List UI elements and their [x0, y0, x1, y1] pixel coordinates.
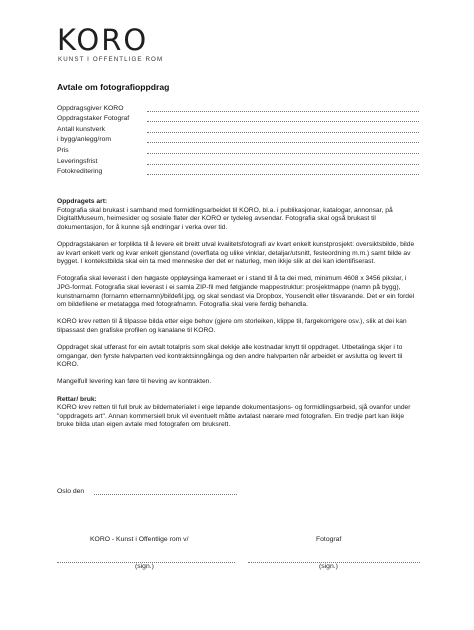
- field-fill-line[interactable]: [147, 157, 419, 165]
- field-label: i bygg/anlegg/rom: [57, 136, 112, 144]
- party-koro: KORO - Kunst i Offentlige rom v/: [90, 536, 189, 543]
- paragraph: Fotografia skal leverast i den høgaste oppløysinga kameraet er i stand til å ta dei med, minimum 4608 x 3456 pikslar, i JPG-format. Fotografia skal leverast i ei samla ZIP-fil med følgjande mappestruktur: prosjektmappe (namn på bygg), kunstnarnamn (fornamn etternamn)/bildefil.jpg, og skal sendast via Dropbox, Yousendit eller tilsvarande. Det er ein fordel om bildefilene er metatagga med fotografnamn. Fotografia skal vere ferdig behandla.: [57, 275, 415, 309]
- section-heading-rights: Rettar/ bruk:: [57, 395, 97, 403]
- place-label: Oslo den: [57, 488, 85, 495]
- field-fill-line[interactable]: [147, 167, 419, 175]
- field-photographer: [57, 112, 419, 123]
- place-date-line: [57, 487, 237, 495]
- contract-body: [57, 198, 419, 439]
- paragraph: Fotografia skal brukast i samband med formidlingsarbeidet til KORO, bl.a. i publikasjonar, katalogar, annonsar, på DigitaltMuseum, heimesider og sosiale flater der KORO er tydeleg avsendar. Fotografia skal også brukast til dokumentasjon, for å kunne sjå endringar i verka over tid.: [57, 206, 393, 231]
- field-label: Oppdragstaker Fotograf: [57, 115, 130, 123]
- field-label: Leveringsfrist: [57, 157, 98, 165]
- field-fill-line[interactable]: [147, 114, 419, 122]
- field-building: [57, 133, 419, 144]
- field-label: Fotokreditering: [57, 168, 103, 176]
- field-fill-line[interactable]: [147, 104, 419, 112]
- paragraph: Oppdragstakaren er forplikta til å levere eit breitt utval kvalitetsfotografi av kvart enkelt kunstprosjekt: oversiktsbilde, bilde av kvart enkelt verk og kvar enkelt gjenstand (overflata og ulike vinklar, detaljar/utsnitt, festeordning m.m.) samt bilde av bygget. I kontekstbilda skal ein ta med menneske der det er naturleg, men ikkje slik at dei kan identifiserast.: [57, 240, 415, 266]
- field-fill-line[interactable]: [147, 135, 419, 143]
- paragraph: KORO krev retten til å tilpasse bilda etter eige behov (gjere om storleiken, klippe til, fargekorrigere osv.), slik at dei kan tilpassast den grafiske profilen og kanalane til KORO.: [57, 318, 407, 334]
- date-fill-line[interactable]: [94, 487, 237, 495]
- party-photographer: Fotograf: [316, 536, 342, 543]
- logo-subtitle: KUNST I OFFENTLIGE ROM: [58, 56, 164, 63]
- field-label: Antall kunstverk: [57, 125, 105, 133]
- contract-fields: [57, 101, 419, 175]
- document-title: Avtale om fotografioppdrag: [57, 82, 170, 92]
- field-fill-line[interactable]: [147, 146, 419, 154]
- field-price: [57, 143, 419, 154]
- paragraph: Mangelfull levering kan føre til heving av kontrakten.: [57, 378, 212, 386]
- sign-label-koro: (sign.): [135, 563, 154, 570]
- section-heading-art: Oppdragets art:: [57, 198, 108, 205]
- paragraph-rights: KORO krev retten til full bruk av bildematerialet i eige løpande dokumentasjons- og formidlingsarbeid, sjå ovanfor under "oppdragets art". Annan kommersiell bruk vil eventuelt måtte avtalast nærare med fotografen. Ein tredje part kan ikkje bruke bilda utan eigen avtale med fotografen om bruksrett.: [57, 404, 411, 429]
- field-artwork-count: [57, 122, 419, 133]
- field-label: Oppdragsgiver KORO: [57, 104, 124, 112]
- paragraph: Oppdraget skal utførast for ein avtalt totalpris som skal dekkje alle kostnadar knytt til oppdraget. Utbetalinga skjer i to omgangar, den fyrste halvparten ved kontraktsinngåinga og den andre halvparten når arbeidet er avslutta og levert til KORO.: [57, 344, 403, 369]
- sign-label-photographer: (sign.): [319, 563, 338, 570]
- koro-logo: [57, 23, 164, 63]
- field-fill-line[interactable]: [147, 125, 419, 133]
- field-photo-credit: [57, 165, 419, 176]
- field-label: Pris: [57, 146, 69, 154]
- logo-wordmark: KORO: [57, 23, 149, 57]
- field-deadline: [57, 154, 419, 165]
- field-client: [57, 101, 419, 112]
